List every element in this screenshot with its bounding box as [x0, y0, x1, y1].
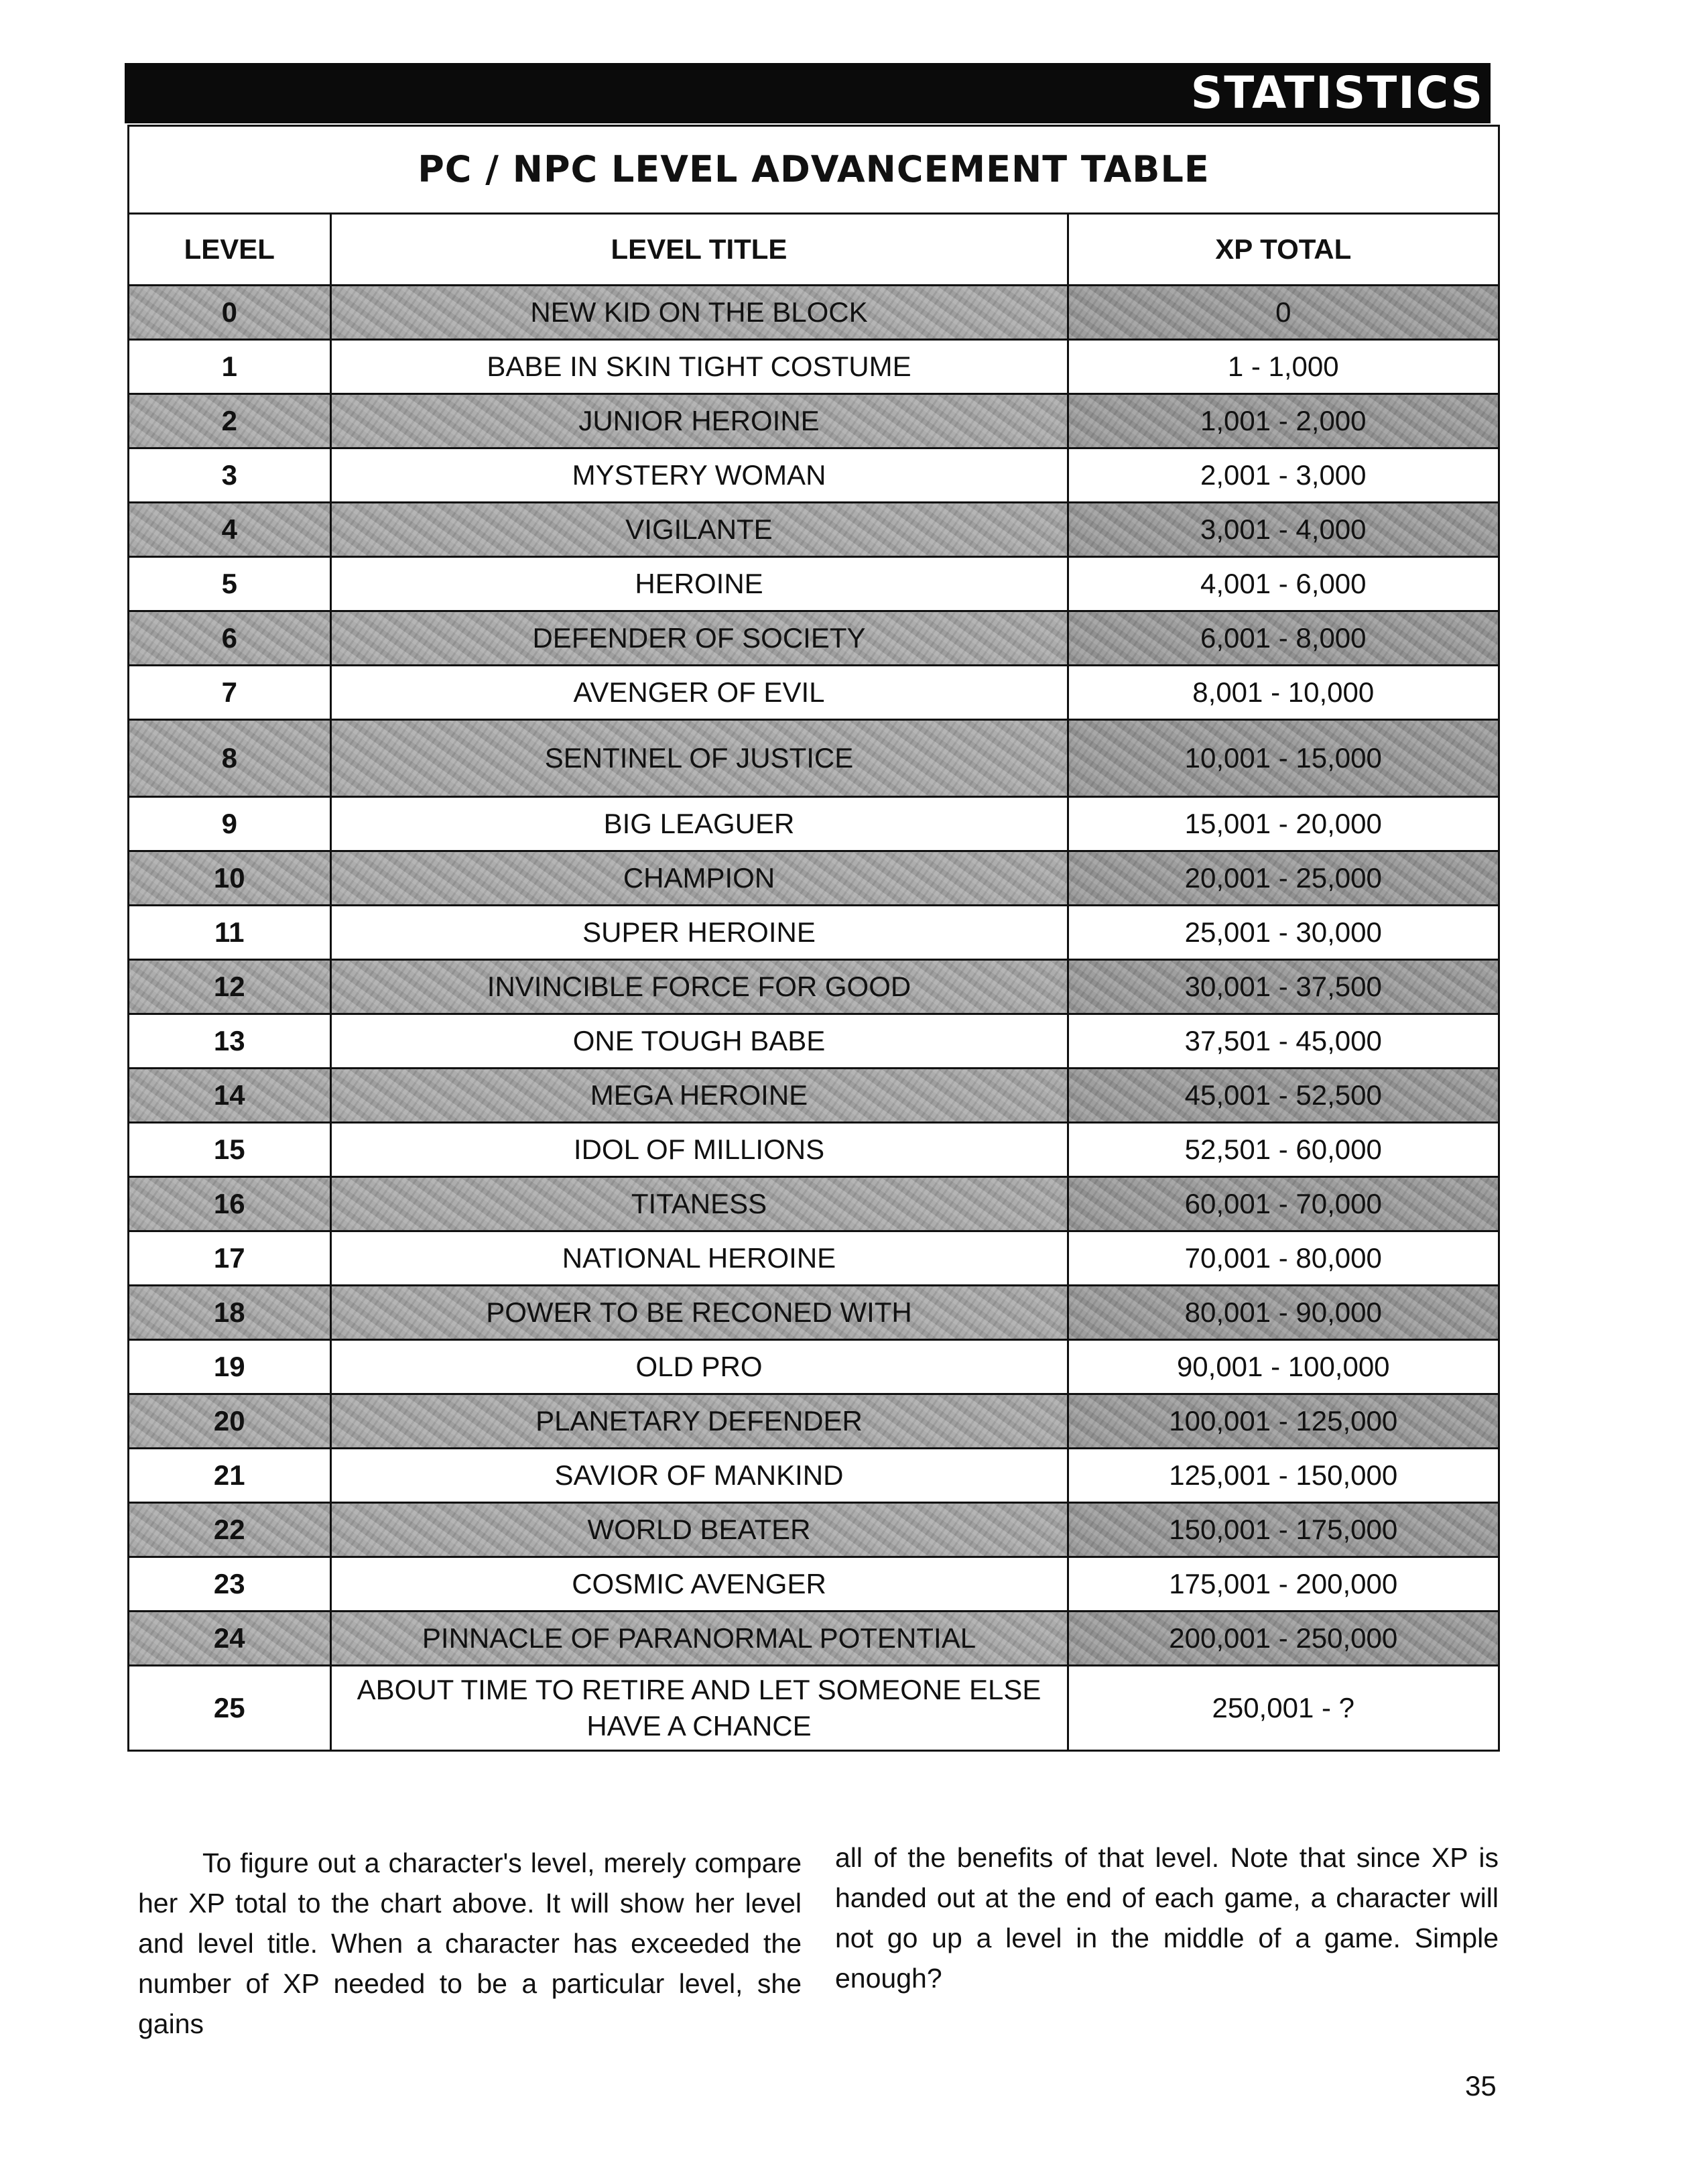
level-title-cell: INVINCIBLE FORCE FOR GOOD — [330, 960, 1068, 1014]
level-title-cell: SAVIOR OF MANKIND — [330, 1449, 1068, 1503]
level-cell: 0 — [129, 286, 330, 340]
level-title-cell: TITANESS — [330, 1177, 1068, 1231]
level-title-cell: MEGA HEROINE — [330, 1069, 1068, 1123]
table-row — [129, 611, 1498, 666]
level-cell: 9 — [129, 797, 330, 851]
column-header-xp-total: XP TOTAL — [1068, 215, 1498, 286]
level-cell: 12 — [129, 960, 330, 1014]
level-cell: 24 — [129, 1612, 330, 1666]
xp-cell: 25,001 - 30,000 — [1068, 906, 1498, 960]
table-row — [129, 906, 1498, 960]
table-row — [129, 1286, 1498, 1340]
xp-cell: 200,001 - 250,000 — [1068, 1612, 1498, 1666]
xp-cell: 30,001 - 37,500 — [1068, 960, 1498, 1014]
level-title-cell: HEROINE — [330, 557, 1068, 611]
xp-cell: 6,001 - 8,000 — [1068, 611, 1498, 666]
xp-cell: 60,001 - 70,000 — [1068, 1177, 1498, 1231]
table-row — [129, 394, 1498, 448]
table-row — [129, 503, 1498, 557]
xp-cell: 10,001 - 15,000 — [1068, 720, 1498, 797]
level-title-line: HAVE A CHANCE — [586, 1710, 812, 1742]
table-row — [129, 1123, 1498, 1177]
level-title-line: ABOUT TIME TO RETIRE AND LET SOMEONE ELSE — [357, 1674, 1041, 1705]
xp-cell: 90,001 - 100,000 — [1068, 1340, 1498, 1394]
level-title-cell: BIG LEAGUER — [330, 797, 1068, 851]
level-title-cell: PLANETARY DEFENDER — [330, 1394, 1068, 1449]
level-title-cell: DEFENDER OF SOCIETY — [330, 611, 1068, 666]
level-title-cell: NATIONAL HEROINE — [330, 1231, 1068, 1286]
table-row — [129, 1557, 1498, 1612]
level-cell: 2 — [129, 394, 330, 448]
column-header-level: LEVEL — [129, 215, 330, 286]
table-title: PC / NPC LEVEL ADVANCEMENT TABLE — [129, 127, 1498, 215]
level-cell: 15 — [129, 1123, 330, 1177]
level-cell: 6 — [129, 611, 330, 666]
table-row — [129, 797, 1498, 851]
level-title-cell: PINNACLE OF PARANORMAL POTENTIAL — [330, 1612, 1068, 1666]
level-cell: 8 — [129, 720, 330, 797]
table-row — [129, 1612, 1498, 1666]
level-cell: 16 — [129, 1177, 330, 1231]
level-title-cell: IDOL OF MILLIONS — [330, 1123, 1068, 1177]
xp-cell: 20,001 - 25,000 — [1068, 851, 1498, 906]
table-row — [129, 960, 1498, 1014]
level-cell: 14 — [129, 1069, 330, 1123]
xp-cell: 125,001 - 150,000 — [1068, 1449, 1498, 1503]
xp-cell: 8,001 - 10,000 — [1068, 666, 1498, 720]
xp-cell: 70,001 - 80,000 — [1068, 1231, 1498, 1286]
table-row — [129, 557, 1498, 611]
table-row — [129, 1666, 1498, 1750]
section-label: STATISTICS — [1190, 67, 1484, 119]
body-paragraph-right: all of the benefits of that level. Note that since XP is handed out at the end of each game, a character will not go up a level in the middle of a game. Simple enough? — [835, 1842, 1499, 1994]
level-cell: 4 — [129, 503, 330, 557]
level-title-cell — [330, 1666, 1068, 1750]
xp-cell: 150,001 - 175,000 — [1068, 1503, 1498, 1557]
table-row — [129, 1449, 1498, 1503]
level-cell: 7 — [129, 666, 330, 720]
level-cell: 18 — [129, 1286, 330, 1340]
level-cell: 25 — [129, 1666, 330, 1750]
column-header-level-title: LEVEL TITLE — [330, 215, 1068, 286]
table-row — [129, 1503, 1498, 1557]
level-cell: 1 — [129, 340, 330, 394]
level-title-cell: MYSTERY WOMAN — [330, 448, 1068, 503]
table-row — [129, 1340, 1498, 1394]
level-title-cell: POWER TO BE RECONED WITH — [330, 1286, 1068, 1340]
level-cell: 13 — [129, 1014, 330, 1069]
level-title-cell: VIGILANTE — [330, 503, 1068, 557]
xp-cell: 0 — [1068, 286, 1498, 340]
level-cell: 22 — [129, 1503, 330, 1557]
table-row — [129, 666, 1498, 720]
level-cell: 19 — [129, 1340, 330, 1394]
level-cell: 5 — [129, 557, 330, 611]
table-row — [129, 1014, 1498, 1069]
body-paragraph-left: To figure out a character's level, merely compare her XP total to the chart above. It will show her level and level title. When a character has exceeded the number of XP needed to be a particular level, she gains — [138, 1847, 802, 2039]
level-table-grid — [129, 215, 1498, 1750]
level-title-cell: ONE TOUGH BABE — [330, 1014, 1068, 1069]
table-header-row — [129, 215, 1498, 286]
level-title-cell: WORLD BEATER — [330, 1503, 1068, 1557]
level-title-cell: OLD PRO — [330, 1340, 1068, 1394]
xp-cell: 80,001 - 90,000 — [1068, 1286, 1498, 1340]
page-number: 35 — [1465, 2070, 1497, 2102]
table-row — [129, 1231, 1498, 1286]
level-cell: 3 — [129, 448, 330, 503]
level-title-cell: JUNIOR HEROINE — [330, 394, 1068, 448]
level-cell: 21 — [129, 1449, 330, 1503]
xp-cell: 175,001 - 200,000 — [1068, 1557, 1498, 1612]
xp-cell: 3,001 - 4,000 — [1068, 503, 1498, 557]
table-row — [129, 1177, 1498, 1231]
level-title-cell: COSMIC AVENGER — [330, 1557, 1068, 1612]
table-row — [129, 851, 1498, 906]
section-header-bar — [125, 63, 1491, 123]
xp-cell: 52,501 - 60,000 — [1068, 1123, 1498, 1177]
xp-cell: 100,001 - 125,000 — [1068, 1394, 1498, 1449]
table-row — [129, 286, 1498, 340]
xp-cell: 1 - 1,000 — [1068, 340, 1498, 394]
xp-cell: 2,001 - 3,000 — [1068, 448, 1498, 503]
level-cell: 10 — [129, 851, 330, 906]
level-title-cell: NEW KID ON THE BLOCK — [330, 286, 1068, 340]
level-title-cell: BABE IN SKIN TIGHT COSTUME — [330, 340, 1068, 394]
level-cell: 17 — [129, 1231, 330, 1286]
xp-cell: 45,001 - 52,500 — [1068, 1069, 1498, 1123]
level-cell: 20 — [129, 1394, 330, 1449]
xp-cell: 4,001 - 6,000 — [1068, 557, 1498, 611]
table-row — [129, 1394, 1498, 1449]
level-cell: 23 — [129, 1557, 330, 1612]
table-row — [129, 1069, 1498, 1123]
level-title-cell: SENTINEL OF JUSTICE — [330, 720, 1068, 797]
xp-cell: 1,001 - 2,000 — [1068, 394, 1498, 448]
level-title-cell: AVENGER OF EVIL — [330, 666, 1068, 720]
table-row — [129, 448, 1498, 503]
xp-cell: 15,001 - 20,000 — [1068, 797, 1498, 851]
level-cell: 11 — [129, 906, 330, 960]
level-title-cell: CHAMPION — [330, 851, 1068, 906]
level-advancement-table — [127, 125, 1500, 1752]
level-title-cell: SUPER HEROINE — [330, 906, 1068, 960]
xp-cell: 250,001 - ? — [1068, 1666, 1498, 1750]
table-row — [129, 720, 1498, 797]
table-row — [129, 340, 1498, 394]
xp-cell: 37,501 - 45,000 — [1068, 1014, 1498, 1069]
